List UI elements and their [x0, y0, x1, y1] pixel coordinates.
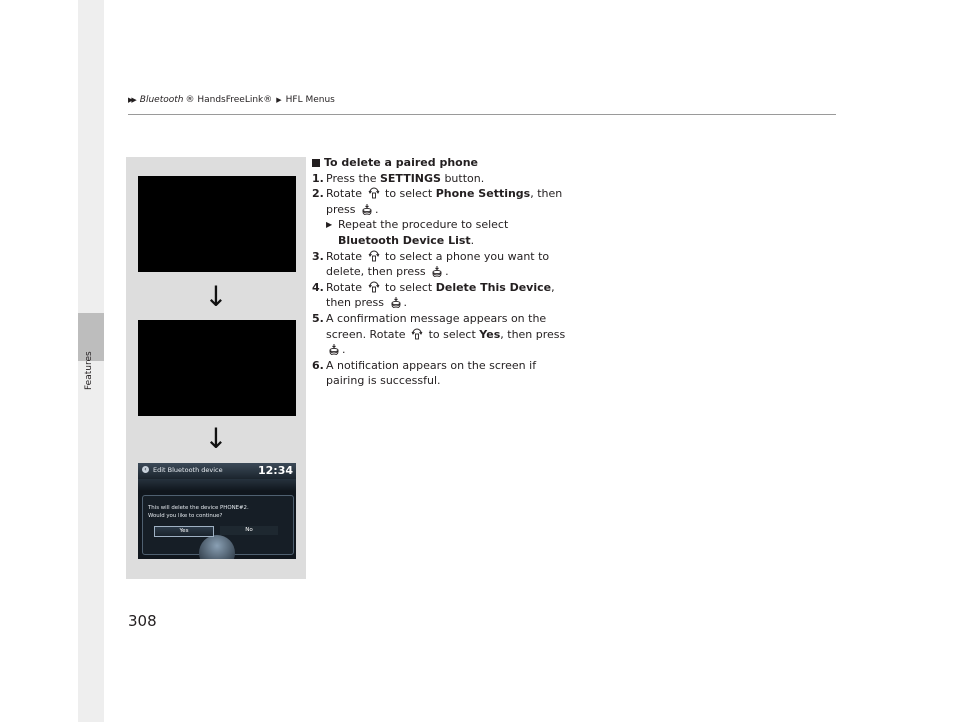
step-2: [312, 186, 572, 217]
breadcrumb-handsfreelink: ® HandsFreeLink®: [185, 95, 273, 105]
step-number: 6.: [312, 358, 324, 372]
step-text: to select: [381, 280, 436, 294]
header-rule: [128, 114, 836, 115]
yes-button: Yes: [154, 526, 214, 537]
breadcrumb: [128, 95, 335, 105]
sub-arrow-icon: ▶: [326, 220, 333, 230]
screen-image-1: [138, 176, 296, 272]
step-text: , then press: [500, 327, 566, 341]
step-3: [312, 249, 572, 280]
screen-image-2: [138, 320, 296, 416]
interface-dial-press-icon: [431, 265, 443, 277]
step-text: , then press: [326, 187, 563, 216]
screen-band: [138, 479, 296, 491]
step-text: Rotate: [326, 280, 366, 294]
step-6: [312, 358, 572, 389]
instructions: [312, 155, 572, 389]
interface-dial-press-icon: [390, 296, 402, 308]
step-text: to select a phone you want to delete, then press: [326, 249, 550, 279]
step-bold: Phone Settings: [435, 187, 531, 201]
step-bold: Yes: [479, 327, 501, 341]
step-text: .: [342, 343, 346, 357]
screen-title: Edit Bluetooth device: [153, 466, 223, 474]
step-text: to select: [425, 327, 480, 341]
section-heading: [312, 155, 572, 171]
step-text: Rotate: [326, 187, 366, 201]
step-bold: SETTINGS: [380, 171, 441, 185]
screen-clock: 12:34: [257, 464, 293, 477]
step-text: .: [403, 296, 408, 310]
interface-dial-press-icon: [328, 343, 340, 355]
substep-text: .: [470, 233, 475, 247]
step-number: 5.: [312, 311, 324, 325]
step-text: Press the: [326, 171, 380, 185]
dialog-message-line1: This will delete the device PHONE#2.: [148, 505, 249, 511]
step-1: [312, 171, 572, 187]
step-number: 1.: [312, 171, 324, 185]
step-number: 2.: [312, 187, 324, 201]
step-text: .: [445, 265, 449, 279]
step-bold: Delete This Device: [435, 280, 552, 294]
interface-dial-rotate-icon: [368, 281, 380, 293]
step-text: , then press: [326, 280, 555, 310]
step-text: A notification appears on the screen if pairing is successful.: [326, 358, 537, 388]
step-text: .: [375, 202, 379, 216]
substep: [326, 217, 572, 248]
step-text: Rotate: [326, 249, 366, 263]
breadcrumb-separator-icon: ▶: [276, 96, 282, 104]
step-text: A confirmation message appears on the screen. Rotate: [326, 311, 547, 341]
page-number: 308: [128, 612, 157, 630]
substep-bold: Bluetooth Device List: [338, 233, 471, 247]
interface-dial-rotate-icon: [411, 328, 423, 340]
step-text: button.: [440, 171, 485, 185]
step-number: 4.: [312, 280, 324, 294]
dialog-message-line2: Would you like to continue?: [148, 513, 223, 519]
screen-image-3: [138, 463, 296, 559]
interface-dial-press-icon: [361, 203, 373, 215]
interface-dial-rotate-icon: [368, 187, 380, 199]
interface-dial-rotate-icon: [368, 250, 380, 262]
down-arrow-icon: ↓: [204, 422, 228, 455]
breadcrumb-hfl-menus: HFL Menus: [285, 95, 335, 105]
down-arrow-icon: ↓: [204, 280, 228, 313]
square-bullet-icon: [312, 159, 320, 167]
breadcrumb-bluetooth: Bluetooth: [139, 95, 184, 105]
heading-text: To delete a paired phone: [324, 156, 479, 169]
section-label: Features: [84, 351, 94, 390]
substep-text: Repeat the procedure to select: [338, 218, 509, 232]
step-4: [312, 280, 572, 311]
step-5: [312, 311, 572, 358]
step-text: to select: [381, 187, 436, 201]
back-icon: ‹: [142, 466, 149, 473]
breadcrumb-arrow-icon: ▶▶: [128, 96, 135, 104]
no-button: No: [220, 526, 278, 535]
step-number: 3.: [312, 249, 324, 263]
